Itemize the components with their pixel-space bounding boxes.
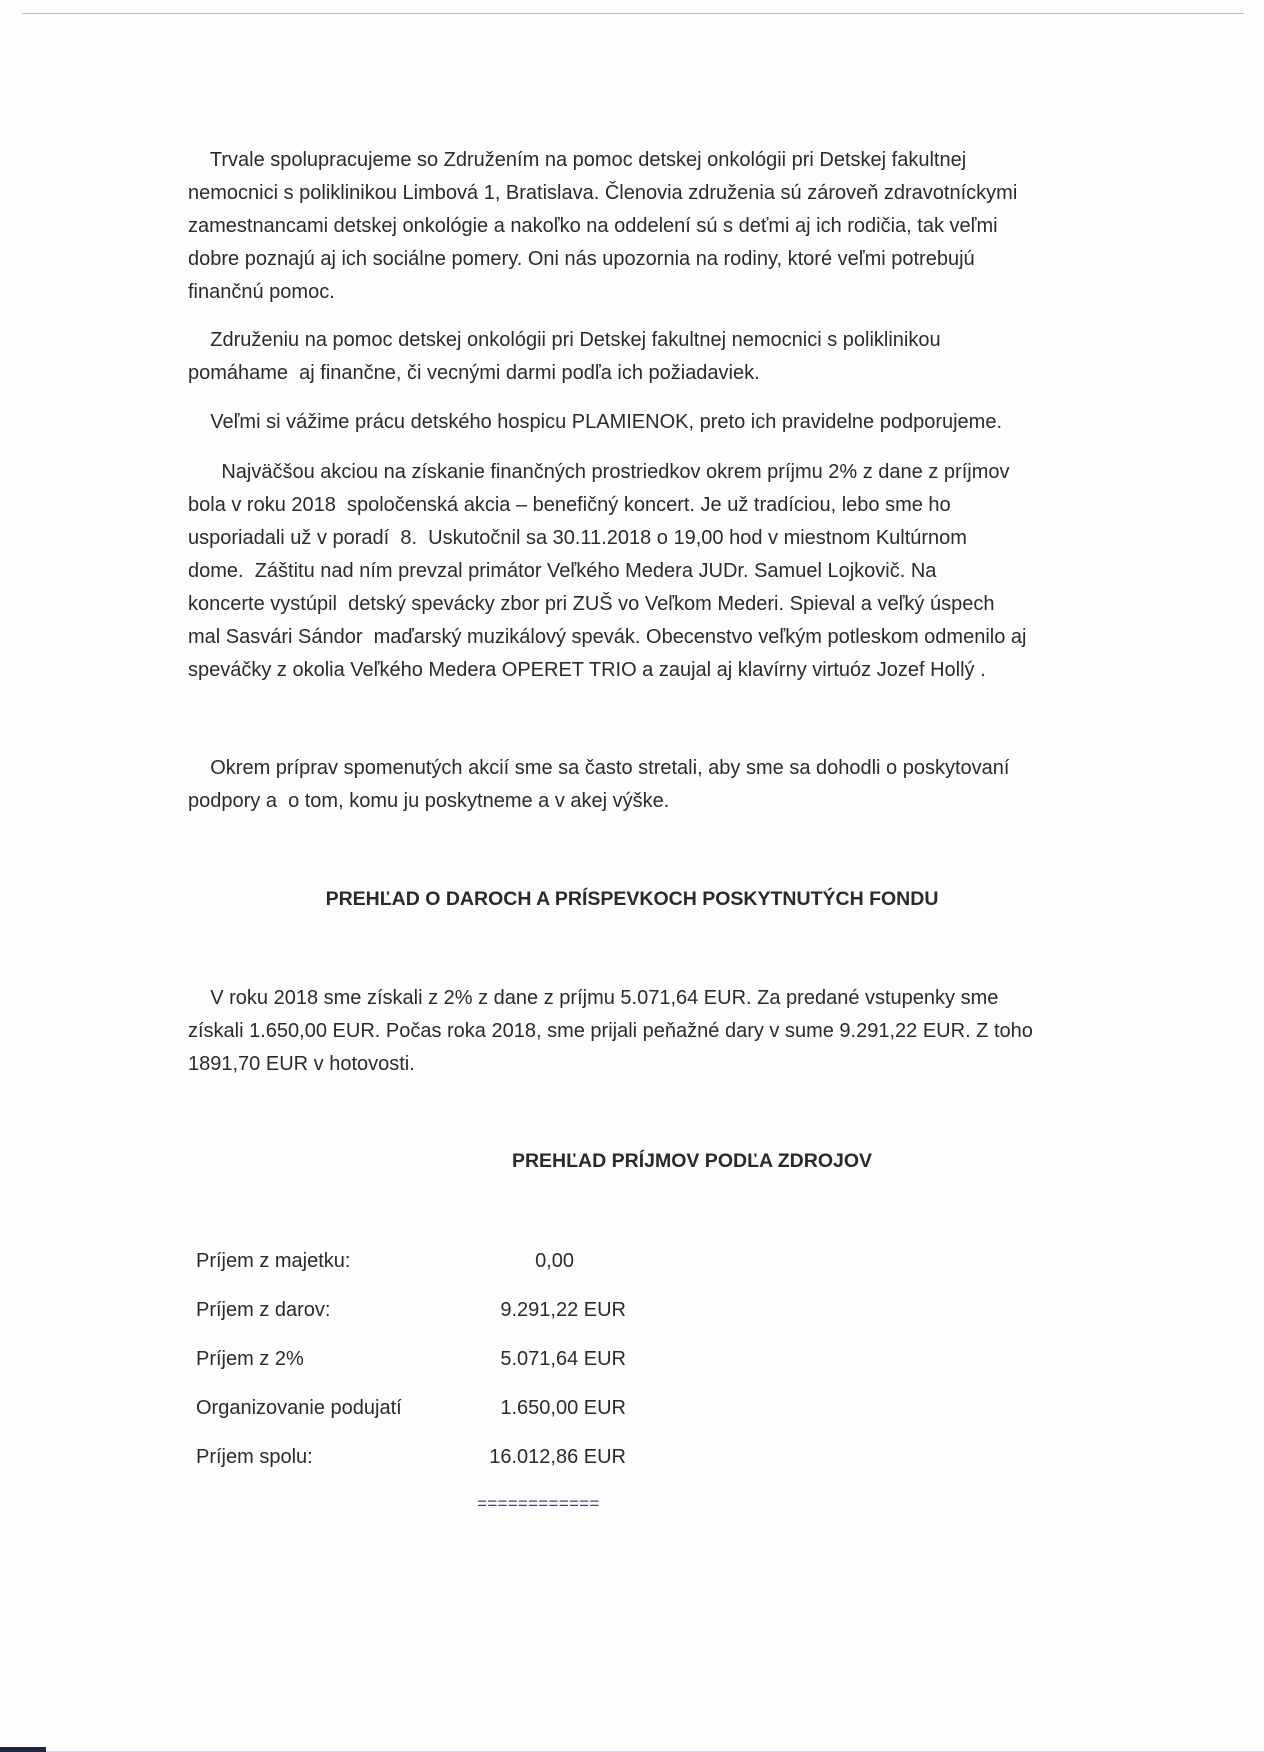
income-value: 0,00	[535, 1250, 574, 1272]
text-line: finančnú pomoc.	[188, 281, 335, 303]
total-double-underline: ============	[477, 1496, 600, 1515]
text-line: V roku 2018 sme získali z 2% z dane z príjmu 5.071,64 EUR. Za predané vstupenky sme	[188, 987, 999, 1009]
income-row	[196, 1250, 626, 1280]
text-line: koncerte vystúpil detský spevácky zbor pri ZUŠ vo Veľkom Mederi. Spieval a veľký úspech	[188, 593, 995, 615]
text-line: Najväčšou akciou na získanie finančných prostriedkov okrem príjmu 2% z dane z príjmov	[188, 461, 1010, 483]
paragraph-concert	[188, 456, 1026, 687]
text-line: Združeniu na pomoc detskej onkológii pri Detskej fakultnej nemocnici s poliklinikou	[188, 329, 941, 351]
income-value: 9.291,22 EUR	[500, 1299, 626, 1321]
income-value: 1.650,00 EUR	[500, 1397, 626, 1419]
income-label: Príjem z 2%	[196, 1348, 304, 1370]
text-line: Okrem príprav spomenutých akcií sme sa často stretali, aby sme sa dohodli o poskytovaní	[188, 757, 1010, 779]
text-line: pomáhame aj finančne, či vecnými darmi podľa ich požiadaviek.	[188, 362, 760, 384]
text-line: zamestnancami detskej onkológie a nakoľko na oddelení sú s deťmi aj ich rodičia, tak veľmi	[188, 215, 998, 237]
income-label: Príjem spolu:	[196, 1446, 313, 1468]
paragraph-financial-help	[188, 324, 941, 390]
income-total-row	[196, 1446, 626, 1476]
income-label: Organizovanie podujatí	[196, 1397, 402, 1419]
heading-income-by-source: PREHĽAD PRÍJMOV PODĽA ZDROJOV	[511, 1150, 873, 1172]
text-line: bola v roku 2018 spoločenská akcia – benefičný koncert. Je už tradíciou, lebo sme ho	[188, 494, 951, 516]
income-value: 5.071,64 EUR	[500, 1348, 626, 1370]
income-row	[196, 1299, 626, 1329]
text-line: mal Sasvári Sándor maďarský muzikálový spevák. Obecenstvo veľkým potleskom odmenilo aj	[188, 626, 1027, 648]
income-label: Príjem z majetku:	[196, 1250, 351, 1272]
text-line: získali 1.650,00 EUR. Počas roka 2018, sme prijali peňažné dary v sume 9.291,22 EUR. Z toho	[188, 1020, 1033, 1042]
text-line: speváčky z okolia Veľkého Medera OPERET TRIO a zaujal aj klavírny virtuóz Jozef Hollý .	[188, 659, 986, 681]
paragraph-meetings	[188, 752, 1009, 818]
income-total-value: 16.012,86 EUR	[489, 1446, 626, 1468]
text-line: nemocnici s poliklinikou Limbová 1, Bratislava. Členovia združenia sú zároveň zdravotníckymi	[188, 182, 1018, 204]
scan-top-edge	[22, 13, 1244, 14]
income-row	[196, 1348, 626, 1378]
scan-edge-mark	[0, 1747, 46, 1752]
text-line: dome. Záštitu nad ním prevzal primátor Veľkého Medera JUDr. Samuel Lojkovič. Na	[188, 560, 937, 582]
text-line: usporiadali už v poradí 8. Uskutočnil sa 30.11.2018 o 19,00 hod v miestnom Kultúrnom	[188, 527, 967, 549]
text-line: podpory a o tom, komu ju poskytneme a v akej výške.	[188, 790, 670, 812]
paragraph-income-summary	[188, 982, 1033, 1081]
text-line: 1891,70 EUR v hotovosti.	[188, 1053, 415, 1075]
paragraph-cooperation	[188, 144, 1017, 309]
heading-donations-overview: PREHĽAD O DAROCH A PRÍSPEVKOCH POSKYTNUTÝCH FONDU	[325, 888, 939, 910]
text-line: Veľmi si vážime prácu detského hospicu PLAMIENOK, preto ich pravidelne podporujeme.	[188, 411, 1003, 433]
text-line: dobre poznajú aj ich sociálne pomery. Oni nás upozornia na rodiny, ktoré veľmi potrebujú	[188, 248, 975, 270]
text-line: Trvale spolupracujeme so Združením na pomoc detskej onkológii pri Detskej fakultnej	[188, 149, 967, 171]
paragraph-hospice	[188, 406, 1002, 439]
income-label: Príjem z darov:	[196, 1299, 331, 1321]
income-row	[196, 1397, 626, 1427]
